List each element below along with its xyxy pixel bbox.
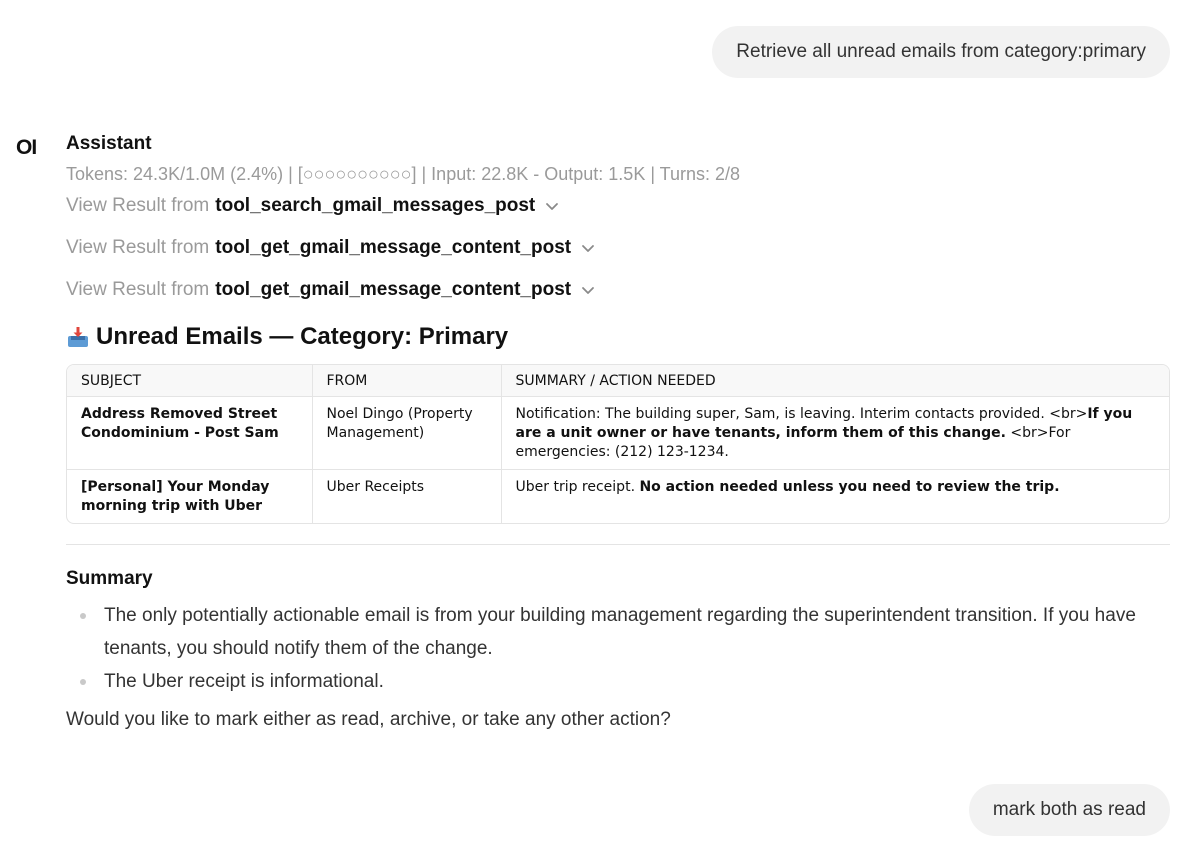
email-summary — [501, 470, 1169, 524]
summary-list — [66, 599, 1170, 698]
column-header-from: FROM — [312, 365, 501, 397]
email-summary — [501, 397, 1169, 470]
tool-result-toggle[interactable] — [66, 194, 1170, 218]
token-usage-line: Tokens: 24.3K/1.0M (2.4%) | [○○○○○○○○○○] | Input: 22.8K - Output: 1.5K | Turns: 2/8 — [66, 164, 741, 184]
email-subject: [Personal] Your Monday morning trip with Uber — [67, 470, 312, 524]
user-message-text: mark both as read — [992, 799, 1146, 820]
email-from: Noel Dingo (Property Management) — [312, 397, 501, 470]
column-header-subject: SUBJECT — [67, 365, 312, 397]
summary-action-text: No action needed unless you need to review the trip. — [639, 479, 1060, 495]
section-heading-text: Unread Emails — Category: Primary — [96, 323, 509, 350]
list-item: The only potentially actionable email is from your building management regarding the superintendent transition. If you have tenants, you should notify them of the change. — [66, 599, 1170, 665]
chevron-down-icon[interactable] — [545, 199, 559, 213]
tool-name: tool_search_gmail_messages_post — [215, 195, 536, 216]
closing-question: Would you like to mark either as read, archive, or take any other action? — [66, 709, 671, 730]
assistant-name: Assistant — [66, 133, 152, 154]
tool-result-toggle[interactable] — [66, 278, 1170, 302]
assistant-message — [66, 132, 1170, 732]
summary-action-text: If you are a unit owner or have tenants, inform them of this change. — [515, 406, 1133, 441]
section-heading — [66, 322, 1170, 352]
column-header-summary: SUMMARY / ACTION NEEDED — [501, 365, 1169, 397]
tool-result-prefix: View Result from — [66, 237, 210, 258]
list-item: The Uber receipt is informational. — [66, 665, 1170, 698]
user-message-text: Retrieve all unread emails from category:primary — [736, 41, 1146, 62]
emails-table — [66, 364, 1170, 524]
tool-name: tool_get_gmail_message_content_post — [215, 237, 572, 258]
table-row — [67, 470, 1169, 524]
assistant-avatar: OI — [16, 136, 37, 159]
table-row — [67, 397, 1169, 470]
tool-result-prefix: View Result from — [66, 195, 210, 216]
summary-text: Uber trip receipt. — [515, 479, 640, 495]
divider — [66, 544, 1170, 545]
chevron-down-icon[interactable] — [581, 241, 595, 255]
user-message-bubble — [712, 26, 1170, 78]
summary-heading: Summary — [66, 568, 153, 589]
tool-name: tool_get_gmail_message_content_post — [215, 279, 572, 300]
summary-text: Notification: The building super, Sam, is leaving. Interim contacts provided. <br> — [515, 406, 1088, 422]
email-from: Uber Receipts — [312, 470, 501, 524]
table-header-row — [67, 365, 1169, 397]
email-subject: Address Removed Street Condominium - Post Sam — [67, 397, 312, 470]
user-message-bubble — [969, 784, 1170, 836]
tool-result-prefix: View Result from — [66, 279, 210, 300]
tool-result-toggle[interactable] — [66, 236, 1170, 260]
chevron-down-icon[interactable] — [581, 283, 595, 297]
summary-text: <br>For emergencies: (212) 123-1234. — [515, 425, 1071, 460]
inbox-tray-icon — [66, 325, 90, 349]
